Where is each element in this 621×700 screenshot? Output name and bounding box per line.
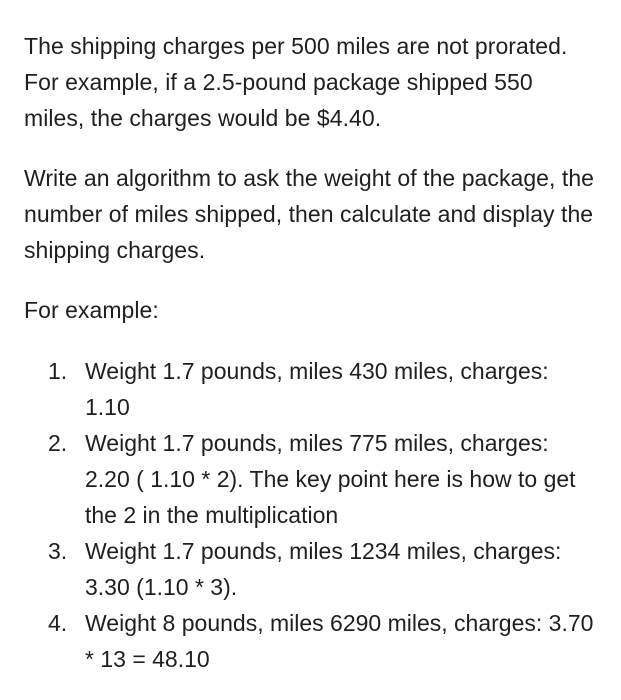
list-item-text: Weight 8 pounds, miles 6290 miles, charges: 3.70 * 13 = 48.10 (85, 610, 594, 672)
list-item-text: Weight 1.7 pounds, miles 1234 miles, charges: 3.30 (1.10 * 3). (85, 538, 562, 600)
list-item-text: Weight 1.7 pounds, miles 430 miles, charges: 1.10 (85, 358, 549, 420)
list-item (24, 425, 597, 533)
list-item (24, 605, 597, 677)
list-item-number: 1. (48, 358, 68, 384)
list-item (24, 353, 597, 425)
examples-list (24, 353, 597, 677)
list-item-number: 2. (48, 430, 68, 456)
paragraph-shipping-rule: The shipping charges per 500 miles are not prorated. For example, if a 2.5-pound package shipped 550 miles, the charges would be $4.40. (24, 33, 568, 131)
paragraph-task: Write an algorithm to ask the weight of the package, the number of miles shipped, then calculate and display the shipping charges. (24, 165, 595, 263)
list-item-text: Weight 1.7 pounds, miles 775 miles, charges: 2.20 ( 1.10 * 2). The key point here is how to get the 2 in the multiplication (85, 430, 576, 528)
list-item-number: 3. (48, 538, 68, 564)
list-item (24, 533, 597, 605)
paragraph-for-example: For example: (24, 297, 159, 323)
list-item-number: 4. (48, 610, 68, 636)
